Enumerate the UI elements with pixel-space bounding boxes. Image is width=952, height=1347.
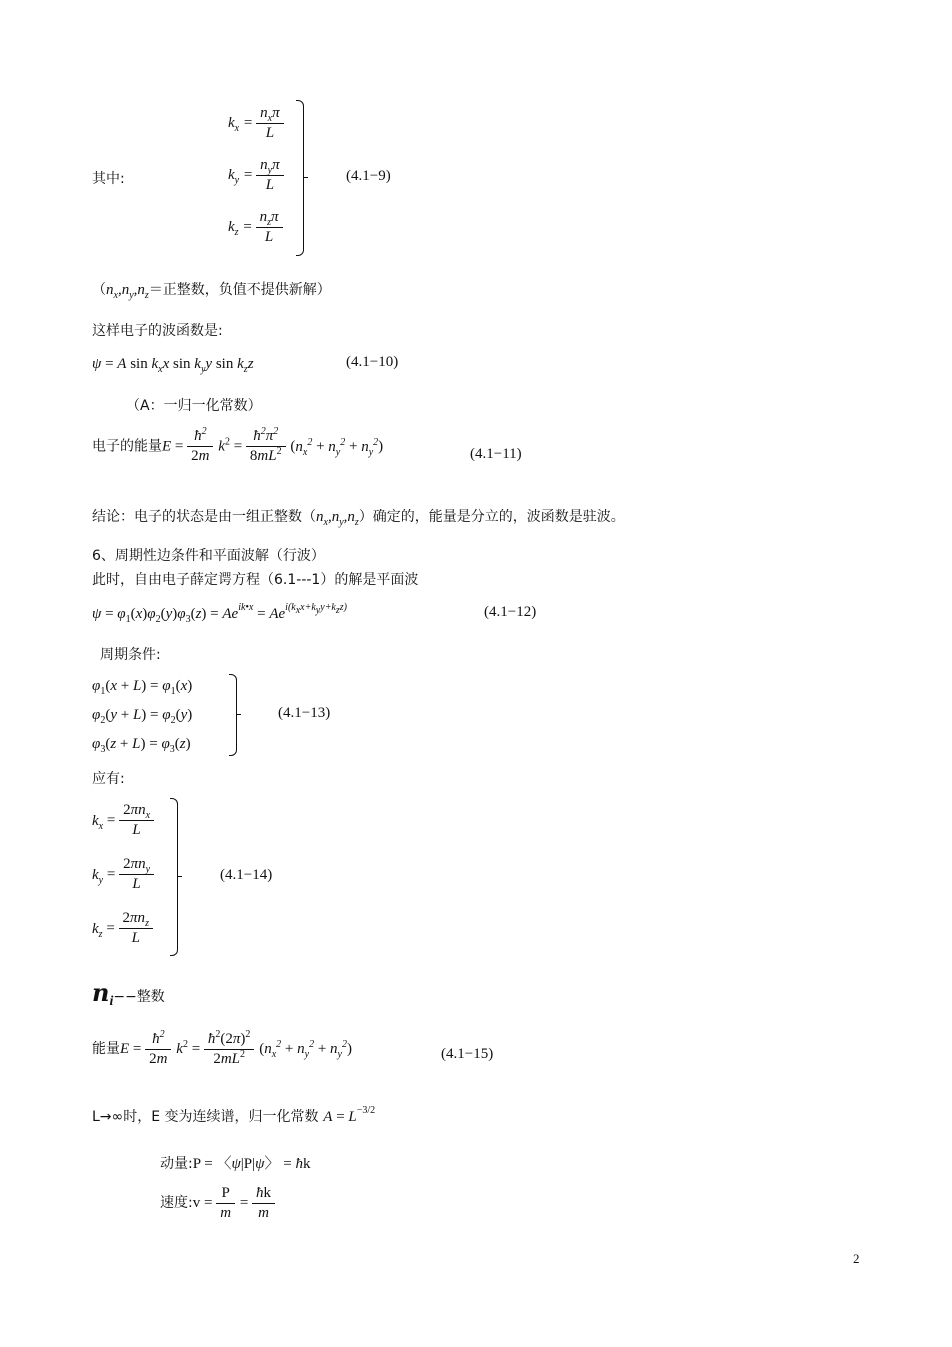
should-have: 应有: bbox=[92, 771, 125, 787]
eq-4-1-12: $\psi = \varphi_1(x)\varphi_2(y)\varphi_3(z) = Ae^{ik•x} = Ae^{i(k_xx+k_yy+k_zz)}$ bbox=[92, 602, 348, 625]
eq-tag-4-1-10: (4.1−10) bbox=[346, 354, 399, 370]
normalization-note: （A：一归一化常数） bbox=[126, 398, 262, 414]
eq-tag-4-1-12: (4.1−12) bbox=[484, 604, 537, 620]
eq-ky: $k_y$ = $\frac{n_y\pi}{L}$ bbox=[228, 156, 284, 194]
page-number: 2 bbox=[853, 1251, 860, 1266]
eq-tag-4-1-9: (4.1−9) bbox=[346, 168, 391, 184]
eq-tag-4-1-14: (4.1−14) bbox=[220, 867, 273, 883]
brace-4-1-9 bbox=[296, 100, 304, 256]
eq-periodic-3: $\varphi_3(z + L) = \varphi_3(z)$ bbox=[92, 736, 191, 755]
eq-kx: $k_x$ = $\frac{n_x\pi}{L}$ bbox=[228, 104, 284, 142]
momentum-eq: 动量:P = 〈ψ|P|ψ〉 = ħk bbox=[160, 1156, 311, 1172]
eq-periodic-1: $\varphi_1(x + L) = \varphi_1(x)$ bbox=[92, 678, 193, 697]
eq-tag-4-1-13: (4.1−13) bbox=[278, 705, 331, 721]
brace-tick bbox=[236, 714, 241, 715]
brace-tick bbox=[177, 876, 182, 877]
brace-4-1-14 bbox=[170, 798, 178, 956]
eq-tag-4-1-15: (4.1−15) bbox=[441, 1046, 494, 1062]
eq-4-1-10: ψ = A $\sin k_xx$ $\sin k_yy$ $\sin k_zz$ bbox=[92, 356, 254, 375]
eq-ky-periodic: $k_y$ = $\frac{2\pi n_y}{L}$ bbox=[92, 856, 154, 893]
ni-integer: $n_i--$整数 bbox=[92, 978, 165, 1009]
conclusion: 结论：电子的状态是由一组正整数$(n_x,n_y,n_z)$确定的，能量是分立的，波函数是驻波。 bbox=[92, 509, 625, 528]
velocity-eq: 速度:v = $\frac{P}{m}$ = $\frac{ħk}{m}$ bbox=[160, 1184, 275, 1222]
section6-line: 此时，自由电子薛定谔方程（6.1---1）的解是平面波 bbox=[92, 572, 419, 588]
note-integers: （$n_x,n_y,n_z=$正整数，负值不提供新解） bbox=[92, 282, 331, 301]
brace-4-1-13 bbox=[229, 674, 237, 756]
eq-tag-4-1-11: (4.1−11) bbox=[470, 446, 522, 462]
brace-tick bbox=[303, 177, 308, 178]
eq-4-1-15: 能量E = $\frac{ħ^2}{2m}$ $k^2$ = $\frac{ħ^2(2\pi)^2}{2mL^2}$ $(n_x^2 + n_y^2 + n_y^2)$ bbox=[92, 1028, 352, 1067]
section6-title: 6、周期性边条件和平面波解（行波） bbox=[92, 548, 325, 564]
eq-4-1-11: 电子的能量E = $\frac{ħ^2}{2m}$ $k^2$ = $\frac{ħ^2\pi^2}{8mL^2}$ $(n_x^2 + n_y^2 + n_y^2)$ bbox=[92, 426, 384, 464]
qizhong-label: 其中: bbox=[92, 171, 125, 187]
wavefunction-intro: 这样电子的波函数是: bbox=[92, 323, 223, 339]
eq-kz-periodic: $k_z$ = $\frac{2\pi n_z}{L}$ bbox=[92, 910, 153, 947]
eq-periodic-2: $\varphi_2(y + L) = \varphi_2(y)$ bbox=[92, 707, 193, 726]
limit-line: L→∞时，E 变为连续谱，归一化常数 $A = L^{-3/2}$ bbox=[92, 1105, 376, 1125]
periodic-label: 周期条件: bbox=[100, 647, 161, 663]
eq-kz: $k_z$ = $\frac{n_z\pi}{L}$ bbox=[228, 208, 283, 246]
eq-kx-periodic: $k_x$ = $\frac{2\pi n_x}{L}$ bbox=[92, 802, 154, 839]
